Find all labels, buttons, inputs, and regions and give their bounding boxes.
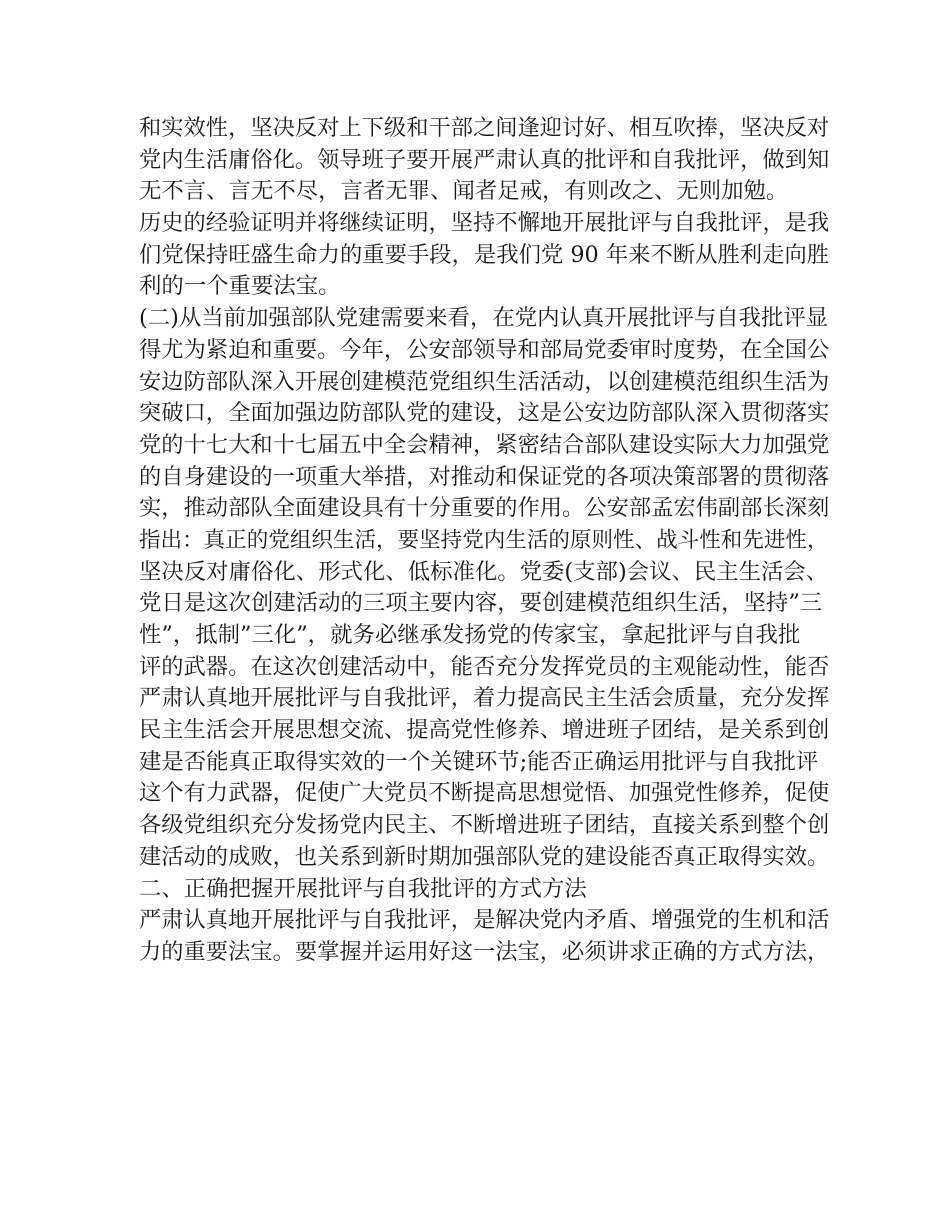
text-line: 们党保持旺盛生命力的重要手段，是我们党 90 年来不断从胜利走向胜 <box>139 241 830 268</box>
text-line: 和实效性，坚决反对上下级和干部之间逢迎讨好、相互吹捧，坚决反对 <box>139 115 830 141</box>
text-line: 安边防部队深入开展创建模范党组织生活活动，以创建模范组织生活为 <box>139 368 830 395</box>
text-line: 性”，抵制”三化”，就务必继承发扬党的传家宝，拿起批评与自我批 <box>139 622 801 648</box>
text-line: 评的武器。在这次创建活动中，能否充分发挥党员的主观能动性，能否 <box>139 653 830 680</box>
text-line: 利的一个重要法宝。 <box>139 273 341 300</box>
text-line: 党内生活庸俗化。领导班子要开展严肃认真的批评和自我批评，做到知 <box>139 146 830 173</box>
text-line: (二)从当前加强部队党建需要来看，在党内认真开展批评与自我批评显 <box>139 305 829 332</box>
text-line: 建活动的成败，也关系到新时期加强部队党的建设能否真正取得实效。 <box>139 843 830 870</box>
text-line: 党日是这次创建活动的三项主要内容，要创建模范组织生活，坚持”三 <box>139 590 823 617</box>
text-line: 力的重要法宝。要掌握并运用好这一法宝，必须讲求正确的方式方法， <box>139 938 830 965</box>
text-line: 历史的经验证明并将继续证明，坚持不懈地开展批评与自我批评，是我 <box>139 210 830 237</box>
text-line: 这个有力武器，促使广大党员不断提高思想觉悟、加强党性修养，促使 <box>139 780 830 807</box>
text-line: 党的十七大和十七届五中全会精神，紧密结合部队建设实际大力加强党 <box>139 431 830 458</box>
text-line: 无不言、言无不尽，言者无罪、闻者足戒，有则改之、无则加勉。 <box>139 178 789 205</box>
text-line: 建是否能真正取得实效的一个关键环节;能否正确运用批评与自我批评 <box>139 748 819 775</box>
text-line: 得尤为紧迫和重要。今年，公安部领导和部局党委审时度势，在全国公 <box>139 336 830 363</box>
text-line: 实，推动部队全面建设具有十分重要的作用。公安部孟宏伟副部长深刻 <box>139 495 830 522</box>
text-line: 指出：真正的党组织生活，要坚持党内生活的原则性、战斗性和先进性， <box>139 527 829 553</box>
section-heading: 二、正确把握开展批评与自我批评的方式方法 <box>139 875 587 902</box>
text-line: 坚决反对庸俗化、形式化、低标准化。党委(支部)会议、民主生活会、 <box>139 558 829 585</box>
text-line: 突破口，全面加强边防部队党的建设，这是公安边防部队深入贯彻落实 <box>139 400 830 427</box>
document-body <box>139 113 830 969</box>
text-line: 严肃认真地开展批评与自我批评，是解决党内矛盾、增强党的生机和活 <box>139 907 830 934</box>
text-line: 严肃认真地开展批评与自我批评，着力提高民主生活会质量，充分发挥 <box>139 685 830 712</box>
text-line: 的自身建设的一项重大举措，对推动和保证党的各项决策部署的贯彻落 <box>139 463 830 490</box>
text-line: 各级党组织充分发扬党内民主、不断增进班子团结，直接关系到整个创 <box>139 812 830 839</box>
text-line: 民主生活会开展思想交流、提高党性修养、增进班子团结，是关系到创 <box>139 717 830 744</box>
